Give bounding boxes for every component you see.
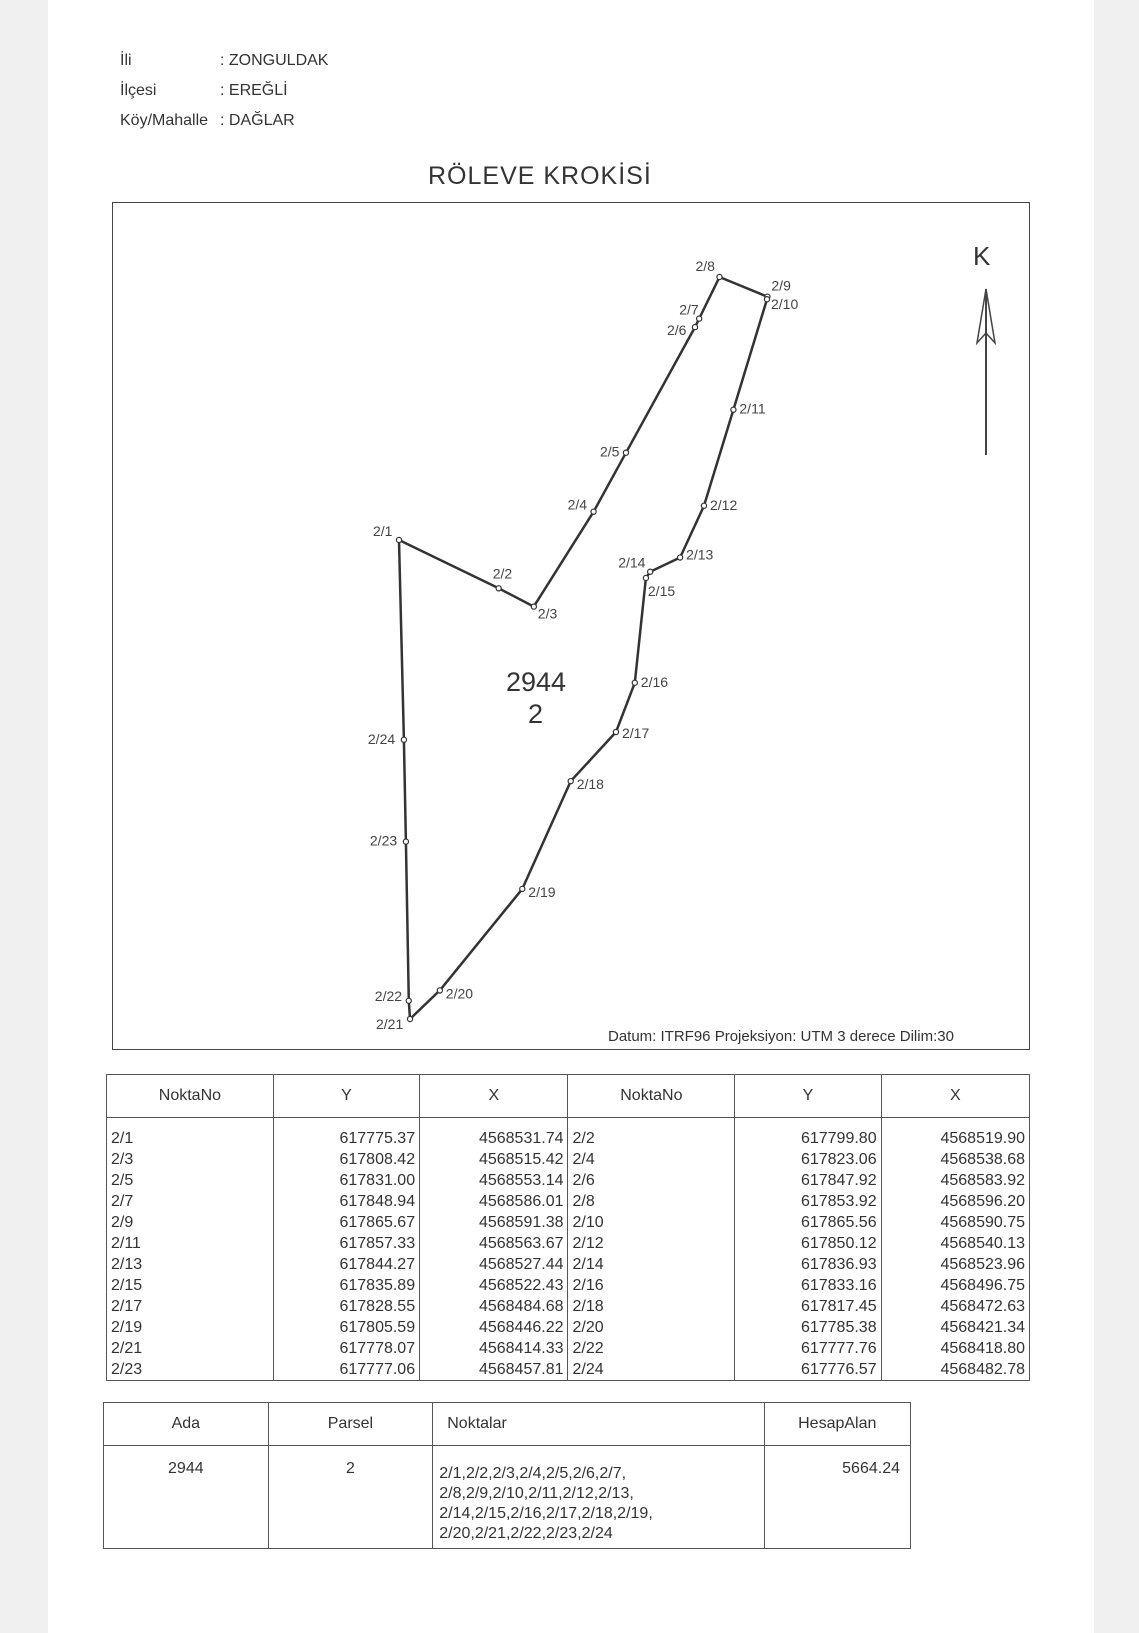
boundary-point-label: 2/7 bbox=[679, 301, 699, 318]
y-value-cell: 617857.33 bbox=[273, 1233, 419, 1254]
boundary-point-marker bbox=[496, 586, 501, 591]
boundary-point-label: 2/15 bbox=[647, 583, 676, 599]
boundary-point-marker bbox=[643, 575, 648, 580]
boundary-point-label: 2/12 bbox=[710, 496, 738, 513]
point-no-cell: 2/15 bbox=[107, 1275, 274, 1296]
y-value-cell: 617777.06 bbox=[273, 1359, 419, 1381]
koy-value: : DAĞLAR bbox=[220, 112, 295, 129]
coordinate-row bbox=[107, 1338, 1030, 1359]
x-value-cell: 4568563.67 bbox=[420, 1233, 568, 1254]
point-no-cell: 2/18 bbox=[568, 1296, 735, 1317]
col-header-x-1: X bbox=[420, 1075, 568, 1118]
parsel-value: 2 bbox=[268, 1446, 433, 1549]
x-value-cell: 4568531.74 bbox=[420, 1118, 568, 1150]
y-value-cell: 617799.80 bbox=[735, 1118, 881, 1150]
hesapalan-value: 5664.24 bbox=[764, 1446, 910, 1549]
coordinate-row bbox=[107, 1233, 1030, 1254]
parcel-boundary bbox=[399, 277, 767, 1019]
x-value-cell: 4568496.75 bbox=[881, 1275, 1029, 1296]
y-value-cell: 617865.56 bbox=[735, 1212, 881, 1233]
parcel-table bbox=[103, 1402, 911, 1549]
page-title: RÖLEVE KROKİSİ bbox=[428, 162, 652, 190]
boundary-point-label: 2/16 bbox=[640, 673, 669, 690]
coordinate-row bbox=[107, 1296, 1030, 1317]
noktalar-line: 2/20,2/21,2/22,2/23,2/24 bbox=[439, 1525, 613, 1542]
x-value-cell: 4568484.68 bbox=[420, 1296, 568, 1317]
x-value-cell: 4568538.68 bbox=[881, 1149, 1029, 1170]
boundary-point-label: 2/3 bbox=[537, 605, 558, 622]
col-header-hesapalan: HesapAlan bbox=[764, 1403, 910, 1446]
col-header-x-2: X bbox=[881, 1075, 1029, 1118]
boundary-point-marker bbox=[764, 297, 769, 302]
boundary-point-label: 2/5 bbox=[600, 443, 620, 460]
boundary-point-marker bbox=[648, 569, 653, 574]
coordinate-table bbox=[106, 1074, 1030, 1381]
boundary-point-label: 2/2 bbox=[492, 565, 513, 582]
boundary-point-marker bbox=[520, 886, 525, 891]
point-no-cell: 2/3 bbox=[107, 1149, 274, 1170]
boundary-point-label: 2/22 bbox=[374, 987, 403, 1004]
boundary-point-marker bbox=[531, 604, 536, 609]
coordinate-row bbox=[107, 1170, 1030, 1191]
parcel-table-header bbox=[104, 1403, 911, 1446]
col-header-noktano-2: NoktaNo bbox=[568, 1075, 735, 1118]
point-no-cell: 2/7 bbox=[107, 1191, 274, 1212]
ilce-label: İlçesi bbox=[120, 82, 157, 99]
point-no-cell: 2/5 bbox=[107, 1170, 274, 1191]
y-value-cell: 617847.92 bbox=[735, 1170, 881, 1191]
point-no-cell: 2/6 bbox=[568, 1170, 735, 1191]
y-value-cell: 617850.12 bbox=[735, 1233, 881, 1254]
boundary-point-label: 2/6 bbox=[667, 322, 687, 339]
boundary-point-marker bbox=[396, 537, 401, 542]
datum-note: Datum: ITRF96 Projeksiyon: UTM 3 derece Dilim:30 bbox=[608, 1028, 954, 1045]
y-value-cell: 617785.38 bbox=[735, 1317, 881, 1338]
ada-value: 2944 bbox=[104, 1446, 269, 1549]
y-value-cell: 617778.07 bbox=[273, 1338, 419, 1359]
col-header-noktalar: Noktalar bbox=[433, 1403, 764, 1446]
point-no-cell: 2/11 bbox=[107, 1233, 274, 1254]
x-value-cell: 4568583.92 bbox=[881, 1170, 1029, 1191]
parcel-drawing bbox=[113, 203, 1031, 1051]
y-value-cell: 617805.59 bbox=[273, 1317, 419, 1338]
x-value-cell: 4568482.78 bbox=[881, 1359, 1029, 1381]
col-header-parsel: Parsel bbox=[268, 1403, 433, 1446]
point-no-cell: 2/10 bbox=[568, 1212, 735, 1233]
boundary-point-marker bbox=[591, 509, 596, 514]
col-header-y-1: Y bbox=[273, 1075, 419, 1118]
boundary-point-label: 2/11 bbox=[739, 400, 766, 417]
boundary-point-marker bbox=[717, 274, 722, 279]
x-value-cell: 4568446.22 bbox=[420, 1317, 568, 1338]
x-value-cell: 4568522.43 bbox=[420, 1275, 568, 1296]
coordinate-row bbox=[107, 1254, 1030, 1275]
y-value-cell: 617828.55 bbox=[273, 1296, 419, 1317]
boundary-point-marker bbox=[632, 680, 637, 685]
x-value-cell: 4568586.01 bbox=[420, 1191, 568, 1212]
x-value-cell: 4568515.42 bbox=[420, 1149, 568, 1170]
boundary-point-label: 2/10 bbox=[771, 296, 799, 313]
y-value-cell: 617776.57 bbox=[735, 1359, 881, 1381]
x-value-cell: 4568553.14 bbox=[420, 1170, 568, 1191]
y-value-cell: 617836.93 bbox=[735, 1254, 881, 1275]
x-value-cell: 4568421.34 bbox=[881, 1317, 1029, 1338]
x-value-cell: 4568596.20 bbox=[881, 1191, 1029, 1212]
noktalar-line: 2/14,2/15,2/16,2/17,2/18,2/19, bbox=[439, 1505, 653, 1522]
il-value: : ZONGULDAK bbox=[220, 52, 329, 69]
x-value-cell: 4568472.63 bbox=[881, 1296, 1029, 1317]
boundary-point-marker bbox=[701, 503, 706, 508]
boundary-point-label: 2/23 bbox=[369, 832, 398, 849]
boundary-point-label: 2/14 bbox=[618, 554, 646, 571]
point-no-cell: 2/14 bbox=[568, 1254, 735, 1275]
boundary-point-marker bbox=[692, 325, 697, 330]
koy-label: Köy/Mahalle bbox=[120, 112, 209, 129]
col-header-noktano-1: NoktaNo bbox=[107, 1075, 274, 1118]
noktalar-line: 2/8,2/9,2/10,2/11,2/12,2/13, bbox=[439, 1485, 634, 1502]
coordinate-row bbox=[107, 1317, 1030, 1338]
y-value-cell: 617777.76 bbox=[735, 1338, 881, 1359]
coordinate-table-header bbox=[107, 1075, 1030, 1118]
boundary-point-label: 2/8 bbox=[695, 258, 715, 274]
x-value-cell: 4568523.96 bbox=[881, 1254, 1029, 1275]
boundary-point-label: 2/19 bbox=[528, 883, 556, 900]
point-no-cell: 2/19 bbox=[107, 1317, 274, 1338]
point-no-cell: 2/23 bbox=[107, 1359, 274, 1381]
coordinate-row bbox=[107, 1118, 1030, 1150]
boundary-point-label: 2/18 bbox=[576, 776, 604, 793]
parcel-row bbox=[104, 1446, 911, 1549]
point-no-cell: 2/20 bbox=[568, 1317, 735, 1338]
boundary-point-label: 2/20 bbox=[445, 985, 474, 1002]
point-no-cell: 2/16 bbox=[568, 1275, 735, 1296]
col-header-y-2: Y bbox=[735, 1075, 881, 1118]
point-no-cell: 2/22 bbox=[568, 1338, 735, 1359]
boundary-point-marker bbox=[568, 779, 573, 784]
x-value-cell: 4568591.38 bbox=[420, 1212, 568, 1233]
survey-sketch bbox=[112, 202, 1030, 1050]
coordinate-row bbox=[107, 1191, 1030, 1212]
x-value-cell: 4568519.90 bbox=[881, 1118, 1029, 1150]
y-value-cell: 617817.45 bbox=[735, 1296, 881, 1317]
y-value-cell: 617808.42 bbox=[273, 1149, 419, 1170]
boundary-point-label: 2/17 bbox=[622, 725, 650, 741]
point-no-cell: 2/21 bbox=[107, 1338, 274, 1359]
boundary-point-marker bbox=[407, 1016, 412, 1021]
coordinate-row bbox=[107, 1275, 1030, 1296]
point-no-cell: 2/8 bbox=[568, 1191, 735, 1212]
coordinate-row bbox=[107, 1359, 1030, 1381]
y-value-cell: 617775.37 bbox=[273, 1118, 419, 1150]
point-no-cell: 2/17 bbox=[107, 1296, 274, 1317]
boundary-point-marker bbox=[401, 737, 406, 742]
x-value-cell: 4568414.33 bbox=[420, 1338, 568, 1359]
noktalar-line: 2/1,2/2,2/3,2/4,2/5,2/6,2/7, bbox=[439, 1465, 627, 1482]
y-value-cell: 617831.00 bbox=[273, 1170, 419, 1191]
col-header-ada: Ada bbox=[104, 1403, 269, 1446]
y-value-cell: 617848.94 bbox=[273, 1191, 419, 1212]
boundary-point-marker bbox=[437, 988, 442, 993]
parcel-no-label: 2 bbox=[528, 699, 544, 729]
parcel-ada-label: 2944 bbox=[506, 667, 567, 697]
boundary-point-marker bbox=[623, 450, 628, 455]
north-label: K bbox=[973, 241, 991, 271]
coordinate-row bbox=[107, 1212, 1030, 1233]
boundary-point-marker bbox=[731, 407, 736, 412]
boundary-point-marker bbox=[613, 729, 618, 734]
boundary-point-label: 2/13 bbox=[686, 546, 714, 563]
x-value-cell: 4568418.80 bbox=[881, 1338, 1029, 1359]
boundary-point-label: 2/4 bbox=[567, 496, 588, 513]
y-value-cell: 617833.16 bbox=[735, 1275, 881, 1296]
boundary-point-label: 2/9 bbox=[771, 277, 791, 294]
boundary-point-label: 2/24 bbox=[367, 730, 396, 747]
ilce-value: : EREĞLİ bbox=[220, 82, 288, 99]
y-value-cell: 617844.27 bbox=[273, 1254, 419, 1275]
point-no-cell: 2/12 bbox=[568, 1233, 735, 1254]
y-value-cell: 617853.92 bbox=[735, 1191, 881, 1212]
point-no-cell: 2/24 bbox=[568, 1359, 735, 1381]
y-value-cell: 617835.89 bbox=[273, 1275, 419, 1296]
boundary-point-marker bbox=[403, 839, 408, 844]
il-label: İli bbox=[120, 52, 132, 69]
point-no-cell: 2/4 bbox=[568, 1149, 735, 1170]
point-no-cell: 2/2 bbox=[568, 1118, 735, 1150]
x-value-cell: 4568527.44 bbox=[420, 1254, 568, 1275]
coordinate-row bbox=[107, 1149, 1030, 1170]
point-no-cell: 2/1 bbox=[107, 1118, 274, 1150]
north-arrow-icon bbox=[977, 289, 995, 455]
boundary-point-label: 2/21 bbox=[376, 1016, 404, 1032]
x-value-cell: 4568540.13 bbox=[881, 1233, 1029, 1254]
y-value-cell: 617823.06 bbox=[735, 1149, 881, 1170]
y-value-cell: 617865.67 bbox=[273, 1212, 419, 1233]
point-no-cell: 2/9 bbox=[107, 1212, 274, 1233]
boundary-point-marker bbox=[406, 998, 411, 1003]
noktalar-value bbox=[433, 1446, 764, 1549]
point-no-cell: 2/13 bbox=[107, 1254, 274, 1275]
x-value-cell: 4568590.75 bbox=[881, 1212, 1029, 1233]
boundary-point-label: 2/1 bbox=[373, 523, 393, 539]
boundary-point-marker bbox=[678, 555, 683, 560]
x-value-cell: 4568457.81 bbox=[420, 1359, 568, 1381]
